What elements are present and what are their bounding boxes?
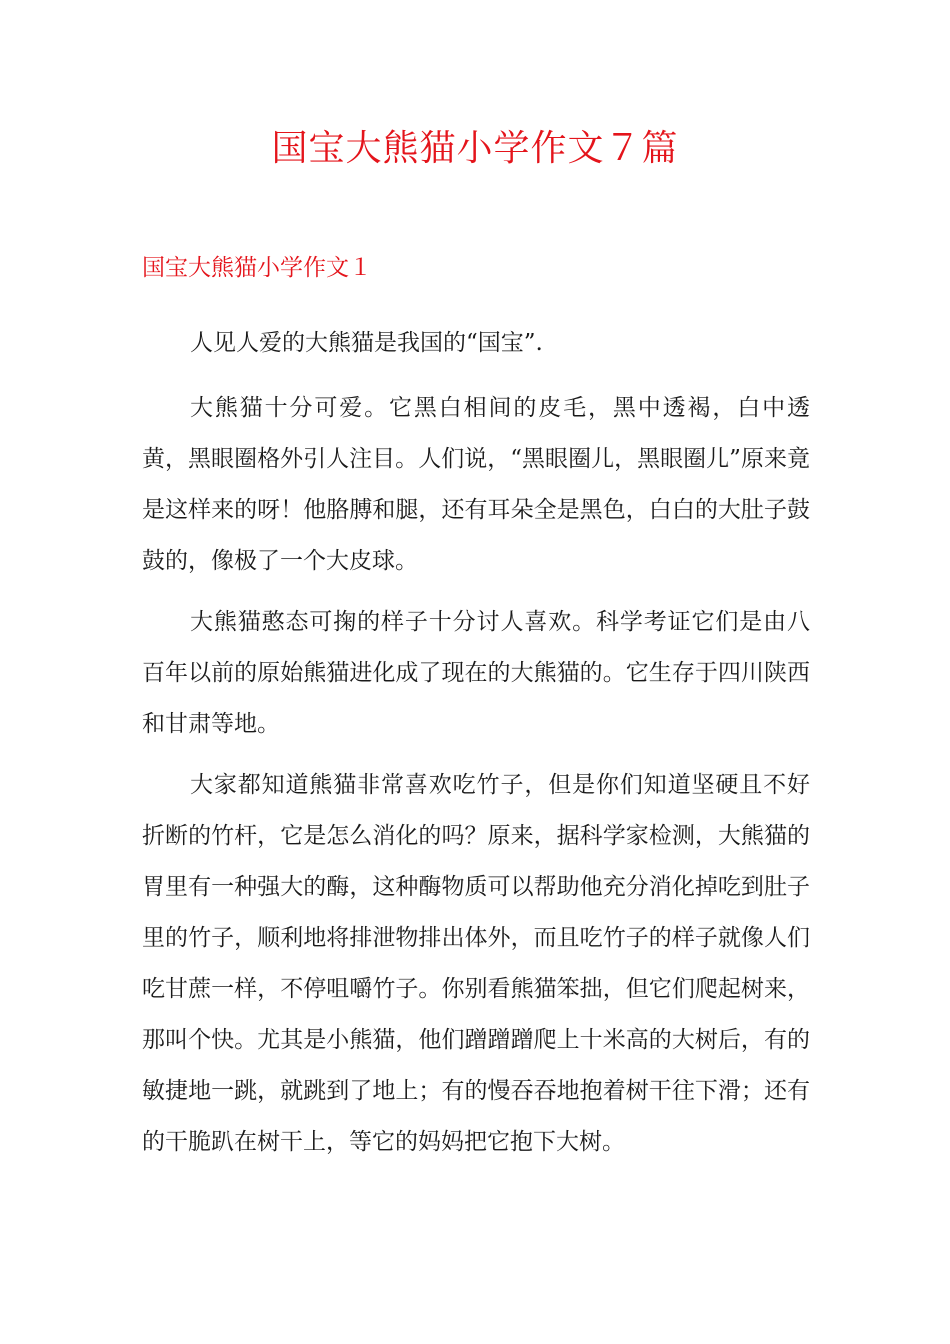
section-heading: 国宝大熊猫小学作文１ [142, 255, 372, 281]
paragraph-3: 大熊猫憨态可掬的样子十分讨人喜欢。科学考证它们是由八百年以前的原始熊猫进化成了现在的大熊猫的。它生存于四川陕西和甘肃等地。 [142, 609, 810, 737]
document-title: 国宝大熊猫小学作文７篇 [271, 128, 679, 169]
article-body [142, 318, 810, 1168]
paragraph-1: 人见人爱的大熊猫是我国的“国宝”. [190, 330, 543, 356]
paragraph-4: 大家都知道熊猫非常喜欢吃竹子，但是你们知道坚硬且不好折断的竹杆，它是怎么消化的吗？原来，据科学家检测，大熊猫的胃里有一种强大的酶，这种酶物质可以帮助他充分消化掉吃到肚子里的竹子，顺利地将排泄物排出体外，而且吃竹子的样子就像人们吃甘蔗一样，不停咀嚼竹子。你别看熊猫笨拙，但它们爬起树来，那叫个快。尤其是小熊猫，他们蹭蹭蹭爬上十米高的大树后，有的敏捷地一跳，就跳到了地上；有的慢吞吞地抱着树干往下滑；还有的干脆趴在树干上，等它的妈妈把它抱下大树。 [142, 772, 810, 1155]
paragraph-2: 大熊猫十分可爱。它黑白相间的皮毛，黑中透褐，白中透黄，黑眼圈格外引人注目。人们说，“黑眼圈儿，黑眼圈儿”原来竟是这样来的呀！他胳膊和腿，还有耳朵全是黑色，白白的大肚子鼓鼓的，像极了一个大皮球。 [142, 395, 810, 574]
